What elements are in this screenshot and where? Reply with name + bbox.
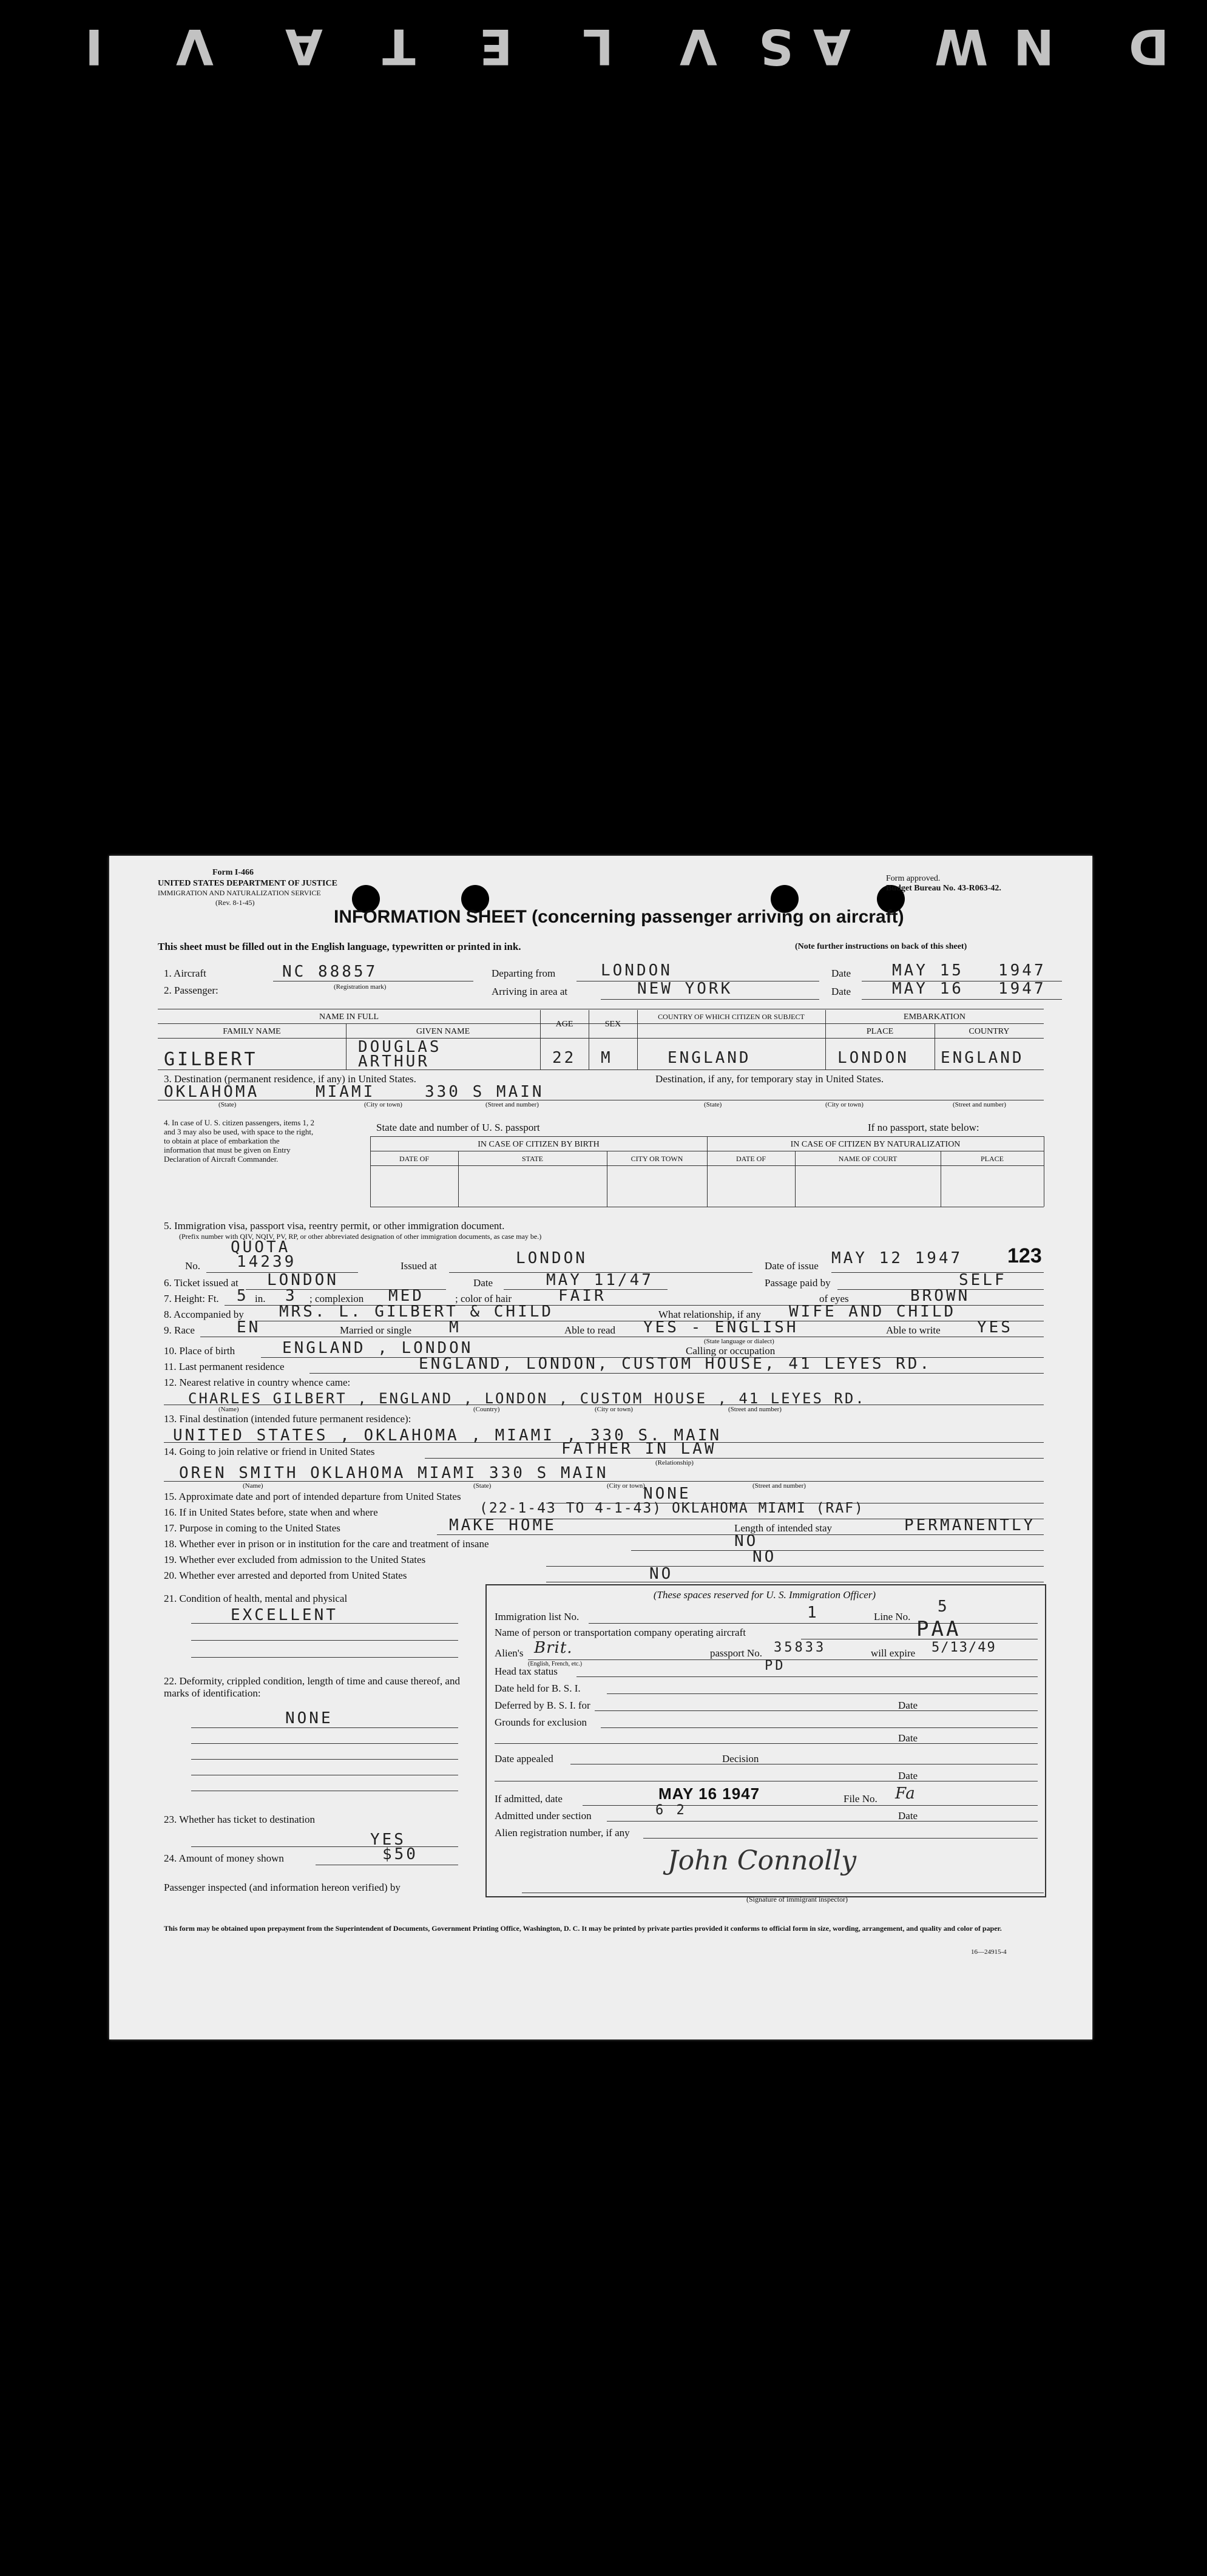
- hair-value: FAIR: [558, 1287, 606, 1305]
- age-header: AGE: [555, 1020, 573, 1029]
- q9-married-label: Married or single: [340, 1324, 412, 1336]
- depart-year-value: 1947: [998, 961, 1046, 980]
- nat-place-header: PLACE: [980, 1154, 1004, 1163]
- city-sub-temp: (City or town): [825, 1101, 864, 1108]
- issued-at-label: Issued at: [401, 1260, 437, 1272]
- q7-hair-label: ; color of hair: [455, 1293, 512, 1304]
- embarkation-header: EMBARKATION: [904, 1012, 965, 1022]
- nat-date-header: DATE OF: [735, 1154, 766, 1163]
- q14-name-sub: (Name): [243, 1482, 263, 1490]
- budget-bureau: Budget Bureau No. 43-R063-42.: [886, 884, 1001, 893]
- will-expire-label: will expire: [871, 1647, 916, 1659]
- q19-line: [546, 1566, 1044, 1567]
- admitted-under-label: Admitted under section: [495, 1810, 592, 1822]
- q10-label: 10. Place of birth: [164, 1345, 235, 1357]
- q24-label: 24. Amount of money shown: [164, 1852, 284, 1864]
- health-value: EXCELLENT: [231, 1606, 338, 1624]
- aliens-label: Alien's: [495, 1647, 524, 1659]
- arriving-label: Arriving in area at: [492, 986, 568, 997]
- film-letter: L: [583, 18, 614, 75]
- given-name-value-1: DOUGLAS: [358, 1038, 442, 1056]
- final-dest-value: UNITED STATES , OKLAHOMA , MIAMI , 330 S. MAIN: [173, 1426, 722, 1445]
- complexion-value: MED: [388, 1287, 424, 1305]
- imm-list-value: 1: [807, 1604, 819, 1622]
- officer-line: [643, 1838, 1038, 1839]
- citizen-birth-header: IN CASE OF CITIZEN BY BIRTH: [478, 1140, 600, 1149]
- dest-city-value: MIAMI: [316, 1083, 376, 1101]
- date-label: Date: [831, 968, 851, 979]
- page-title: INFORMATION SHEET (concerning passenger arriving on aircraft): [334, 907, 904, 927]
- family-name-value: GILBERT: [164, 1049, 258, 1070]
- q14-line-2: [164, 1481, 1044, 1482]
- q19-label: 19. Whether ever excluded from admission to the United States: [164, 1554, 426, 1565]
- date-appealed-label: Date appealed: [495, 1753, 553, 1764]
- q6-label: 6. Ticket issued at: [164, 1277, 238, 1289]
- section-value: 6 2: [655, 1803, 687, 1818]
- emb-country-header: COUNTRY: [969, 1027, 1010, 1036]
- stay-value: PERMANENTLY: [904, 1516, 1036, 1534]
- city-header: CITY OR TOWN: [631, 1154, 683, 1163]
- eyes-value: BROWN: [910, 1287, 970, 1305]
- date-of-issue-value: MAY 12 1947: [831, 1249, 963, 1267]
- doc-no-value: 14239: [237, 1253, 297, 1271]
- emb-country-value: ENGLAND: [941, 1049, 1024, 1067]
- relative-value: CHARLES GILBERT , ENGLAND , LONDON , CUSTOM HOUSE , 41 LEYES RD.: [188, 1390, 866, 1407]
- q6-date-label: Date: [473, 1277, 493, 1289]
- date-label: Date: [831, 986, 851, 997]
- race-value: EN: [237, 1318, 261, 1337]
- file-no-value: Fa: [895, 1785, 916, 1803]
- state-sub: (State): [218, 1101, 237, 1108]
- emb-place-value: LONDON: [837, 1049, 909, 1067]
- q18-line: [631, 1550, 1044, 1551]
- height-in-value: 3: [285, 1287, 297, 1305]
- sex-header: SEX: [604, 1020, 621, 1029]
- table-divider: [540, 1010, 541, 1069]
- q7-eyes-label: of eyes: [819, 1293, 849, 1304]
- dest-state-value: OKLAHOMA: [164, 1083, 260, 1101]
- film-letter: V: [680, 18, 717, 75]
- admitted-date-label: Date: [898, 1810, 918, 1822]
- q7-in-label: in.: [255, 1293, 266, 1304]
- aircraft-value: NC 88857: [282, 963, 378, 981]
- q6-paid-label: Passage paid by: [765, 1277, 831, 1289]
- q9-read-label: Able to read: [564, 1324, 616, 1336]
- q5-label: 5. Immigration visa, passport visa, reentry permit, or other immigration document.: [164, 1220, 505, 1232]
- q5-sub: (Prefix number with QIV, NQIV, PV, RP, or other abbreviated designation of other immigration documents, as case may be.): [179, 1232, 542, 1241]
- q8-rel-label: What relationship, if any: [658, 1309, 762, 1320]
- company-value: PAA: [916, 1617, 961, 1641]
- q23-label: 23. Whether has ticket to destination: [164, 1814, 315, 1825]
- admit-stamp: MAY 16 1947: [658, 1785, 760, 1803]
- join-name-value: OREN SMITH OKLAHOMA MIAMI 330 S MAIN: [179, 1464, 609, 1482]
- passport-no-value: 35833: [774, 1640, 827, 1655]
- alien-reg-label: Alien registration number, if any: [495, 1827, 630, 1839]
- q3-temp-label: Destination, if any, for temporary stay in United States.: [655, 1073, 884, 1085]
- deformity-value: NONE: [285, 1709, 333, 1727]
- aliens-sub: (English, French, etc.): [528, 1661, 583, 1667]
- q23-line: [191, 1846, 458, 1847]
- arriving-value: NEW YORK: [637, 980, 733, 998]
- film-letter: I: [85, 18, 103, 75]
- q13-label: 13. Final destination (intended future permanent residence):: [164, 1413, 411, 1425]
- grounds-date-label: Date: [898, 1732, 918, 1744]
- q9-label: 9. Race: [164, 1324, 195, 1336]
- footer-code: 16—24915-4: [971, 1948, 1007, 1956]
- before-value: (22-1-43 TO 4-1-43) OKLAHOMA MIAMI (RAF): [479, 1500, 864, 1516]
- money-value: $50: [382, 1845, 418, 1863]
- purpose-value: MAKE HOME: [449, 1516, 556, 1534]
- passport-no-label: passport No.: [710, 1647, 762, 1659]
- join-rel-value: FATHER IN LAW: [561, 1440, 717, 1458]
- film-letter: E: [479, 18, 513, 75]
- officer-line: [607, 1821, 1038, 1822]
- head-tax-value: PD: [765, 1658, 786, 1673]
- q12-sub-name: (Name): [218, 1406, 239, 1413]
- stamp-number: 123: [1007, 1244, 1042, 1267]
- q4-nopass-label: If no passport, state below:: [868, 1122, 979, 1133]
- paid-by-value: SELF: [959, 1271, 1007, 1289]
- date-of-issue-label: Date of issue: [765, 1260, 819, 1272]
- dest-street-value: 330 S MAIN: [425, 1083, 544, 1101]
- head-tax-label: Head tax status: [495, 1666, 558, 1677]
- q22-line: [191, 1759, 458, 1760]
- citizen-country-header: COUNTRY OF WHICH CITIZEN OR SUBJECT: [658, 1012, 805, 1021]
- no-label: No.: [185, 1260, 201, 1272]
- q17-length-label: Length of intended stay: [734, 1522, 832, 1534]
- q7-label: 7. Height: Ft.: [164, 1293, 219, 1304]
- sex-value: M: [601, 1049, 613, 1067]
- approval: Form approved.: [886, 874, 941, 883]
- depart-date-value: MAY 15: [892, 961, 964, 980]
- q8-label: 8. Accompanied by: [164, 1309, 244, 1320]
- service: IMMIGRATION AND NATURALIZATION SERVICE: [158, 889, 321, 897]
- instruction-right: (Note further instructions on back of this sheet): [795, 942, 967, 951]
- married-value: M: [449, 1318, 461, 1337]
- alien-type-value: Brit.: [534, 1639, 573, 1657]
- q18-label: 18. Whether ever in prison or in institution for the care and treatment of insane: [164, 1538, 489, 1550]
- birth-place-value: ENGLAND , LONDON: [282, 1339, 473, 1357]
- given-name-header: GIVEN NAME: [416, 1027, 470, 1036]
- q21-line: [191, 1623, 458, 1624]
- department: UNITED STATES DEPARTMENT OF JUSTICE: [158, 879, 337, 888]
- aircraft-label: 1. Aircraft: [164, 968, 206, 979]
- officer-header: (These spaces reserved for U. S. Immigration Officer): [653, 1589, 876, 1601]
- officer-line: [601, 1727, 1038, 1728]
- last-residence-value: ENGLAND, LONDON, CUSTOM HOUSE, 41 LEYES RD.: [419, 1355, 932, 1373]
- table-rule: [158, 1069, 1044, 1070]
- information-sheet: [109, 856, 1092, 2039]
- film-header-letters: [61, 18, 1183, 97]
- q14-line: [425, 1458, 1044, 1459]
- expire-value: 5/13/49: [931, 1640, 996, 1655]
- arriving-line: [601, 999, 819, 1000]
- q14-rel-sub: (Relationship): [655, 1459, 694, 1466]
- q22-line: [191, 1727, 458, 1728]
- q3-label: 3. Destination (permanent residence, if any) in United States.: [164, 1073, 416, 1085]
- officer-line: [495, 1743, 1038, 1744]
- q16-label: 16. If in United States before, state when and where: [164, 1507, 378, 1518]
- film-letter: A: [813, 18, 851, 75]
- q18-value: NO: [734, 1532, 759, 1550]
- departure-value: NONE: [643, 1485, 691, 1503]
- q22-label: 22. Deformity, crippled condition, length of time and cause thereof, and marks of identification:: [164, 1675, 460, 1699]
- q20-label: 20. Whether ever arrested and deported from United States: [164, 1570, 407, 1581]
- film-letter: S: [759, 18, 794, 75]
- state-sub-temp: (State): [704, 1101, 722, 1108]
- q7-complexion-label: ; complexion: [309, 1293, 364, 1304]
- departing-value: LONDON: [601, 961, 672, 980]
- file-no-label: File No.: [844, 1793, 877, 1805]
- arrive-date-value: MAY 16: [892, 980, 964, 998]
- q19-value: NO: [752, 1548, 777, 1566]
- q14-street-sub: (Street and number): [752, 1482, 806, 1490]
- officer-line: [595, 1710, 1038, 1711]
- film-letter: V: [176, 18, 214, 75]
- q22-line: [191, 1743, 458, 1744]
- decision-date-label: Date: [898, 1770, 918, 1781]
- q14-city-sub: (City or town): [607, 1482, 645, 1490]
- height-ft-value: 5: [237, 1287, 249, 1305]
- q14-label: 14. Going to join relative or friend in United States: [164, 1446, 375, 1457]
- inspected-label: Passenger inspected (and information hereon verified) by: [164, 1882, 401, 1893]
- date-held-label: Date held for B. S. I.: [495, 1683, 581, 1694]
- q9-lang-sub: (State language or dialect): [704, 1338, 774, 1345]
- date-issue-line: [831, 1272, 1044, 1273]
- film-letter: N: [1013, 18, 1054, 75]
- q21-line: [191, 1640, 458, 1641]
- city-sub: (City or town): [364, 1101, 402, 1108]
- arrive-year-value: 1947: [998, 980, 1046, 998]
- form-number: Form I-466: [212, 868, 254, 877]
- if-admitted-label: If admitted, date: [495, 1793, 563, 1805]
- citizen-country-value: ENGLAND: [668, 1049, 751, 1067]
- officer-line: [583, 1805, 1038, 1806]
- q21-label: 21. Condition of health, mental and physical: [164, 1593, 348, 1604]
- q20-value: NO: [649, 1565, 674, 1583]
- film-letter: D: [1129, 18, 1169, 75]
- q12-sub-street: (Street and number): [728, 1406, 782, 1413]
- film-letter: T: [382, 18, 416, 75]
- imm-list-label: Immigration list No.: [495, 1611, 580, 1622]
- read-value: YES - ENGLISH: [643, 1318, 799, 1337]
- family-name-header: FAMILY NAME: [223, 1027, 281, 1036]
- deferred-date-label: Date: [898, 1700, 918, 1711]
- ticket-at-value: LONDON: [267, 1271, 339, 1289]
- passenger-label: 2. Passenger:: [164, 985, 218, 996]
- film-letter: A: [285, 18, 323, 75]
- officer-line: [607, 1693, 1038, 1694]
- state-header: STATE: [521, 1154, 544, 1163]
- relationship-value: WIFE AND CHILD: [789, 1303, 956, 1321]
- film-letter: W: [935, 18, 989, 75]
- date-of-header: DATE OF: [399, 1154, 429, 1163]
- q12-sub-country: (Country): [473, 1406, 500, 1413]
- date-line: [862, 999, 1062, 1000]
- decision-label: Decision: [722, 1753, 759, 1764]
- ticket-date-value: MAY 11/47: [546, 1271, 654, 1289]
- officer-line: [589, 1623, 1038, 1624]
- table-rule: [158, 1038, 1044, 1039]
- q12-label: 12. Nearest relative in country whence came:: [164, 1377, 351, 1388]
- inspector-signature: John Connolly: [668, 1845, 857, 1876]
- age-value: 22: [552, 1049, 576, 1067]
- departing-label: Departing from: [492, 968, 556, 979]
- line-no-label: Line No.: [874, 1611, 911, 1622]
- q4-label: 4. In case of U. S. citizen passengers, items 1, 2 and 3 may also be used, with space to the right, to obtain at place of embarkation the information that must be given on Entry Declaration of Aircraft Commander.: [164, 1118, 315, 1164]
- signature-sub: (Signature of immigrant inspector): [746, 1895, 848, 1903]
- given-name-value-2: ARTHUR: [358, 1052, 430, 1071]
- court-header: NAME OF COURT: [838, 1154, 898, 1163]
- q12-sub-city: (City or town): [595, 1406, 633, 1413]
- q9-write-label: Able to write: [886, 1324, 941, 1336]
- q21-line: [191, 1657, 458, 1658]
- registration-sub: (Registration mark): [334, 983, 387, 991]
- write-value: YES: [977, 1318, 1013, 1337]
- q4-passport-label: State date and number of U. S. passport: [376, 1122, 540, 1133]
- officer-line: [576, 1676, 1038, 1677]
- revision: (Rev. 8-1-45): [215, 898, 255, 907]
- q11-line: [309, 1373, 1044, 1374]
- grounds-label: Grounds for exclusion: [495, 1717, 587, 1728]
- q10-calling-label: Calling or occupation: [686, 1345, 776, 1357]
- emb-place-header: PLACE: [866, 1027, 894, 1036]
- accompanied-value: MRS. L. GILBERT & CHILD: [279, 1303, 554, 1321]
- instruction-left: This sheet must be filled out in the English language, typewritten or printed in ink.: [158, 941, 521, 952]
- q11-label: 11. Last permanent residence: [164, 1361, 285, 1372]
- line-no-value: 5: [938, 1598, 950, 1616]
- company-label: Name of person or transportation company operating aircraft: [495, 1627, 746, 1638]
- q17-label: 17. Purpose in coming to the United States: [164, 1522, 340, 1534]
- q14-state-sub: (State): [473, 1482, 492, 1490]
- ticket-value: YES: [370, 1831, 406, 1849]
- name-in-full-header: NAME IN FULL: [319, 1012, 379, 1022]
- citizen-nat-header: IN CASE OF CITIZEN BY NATURALIZATION: [790, 1140, 961, 1149]
- quota-value: QUOTA: [231, 1238, 291, 1256]
- q15-label: 15. Approximate date and port of intended departure from United States: [164, 1491, 461, 1502]
- deferred-label: Deferred by B. S. I. for: [495, 1700, 590, 1711]
- footer-note: This form may be obtained upon prepayment from the Superintendent of Documents, Government Printing Office, Washington, D. C. It may be printed by private parties provided it conforms to official form in size, wording, arrangement, and quality and color of paper.: [164, 1924, 1002, 1933]
- issued-at-value: LONDON: [516, 1249, 587, 1267]
- street-sub: (Street and number): [485, 1101, 539, 1108]
- street-sub-temp: (Street and number): [953, 1101, 1006, 1108]
